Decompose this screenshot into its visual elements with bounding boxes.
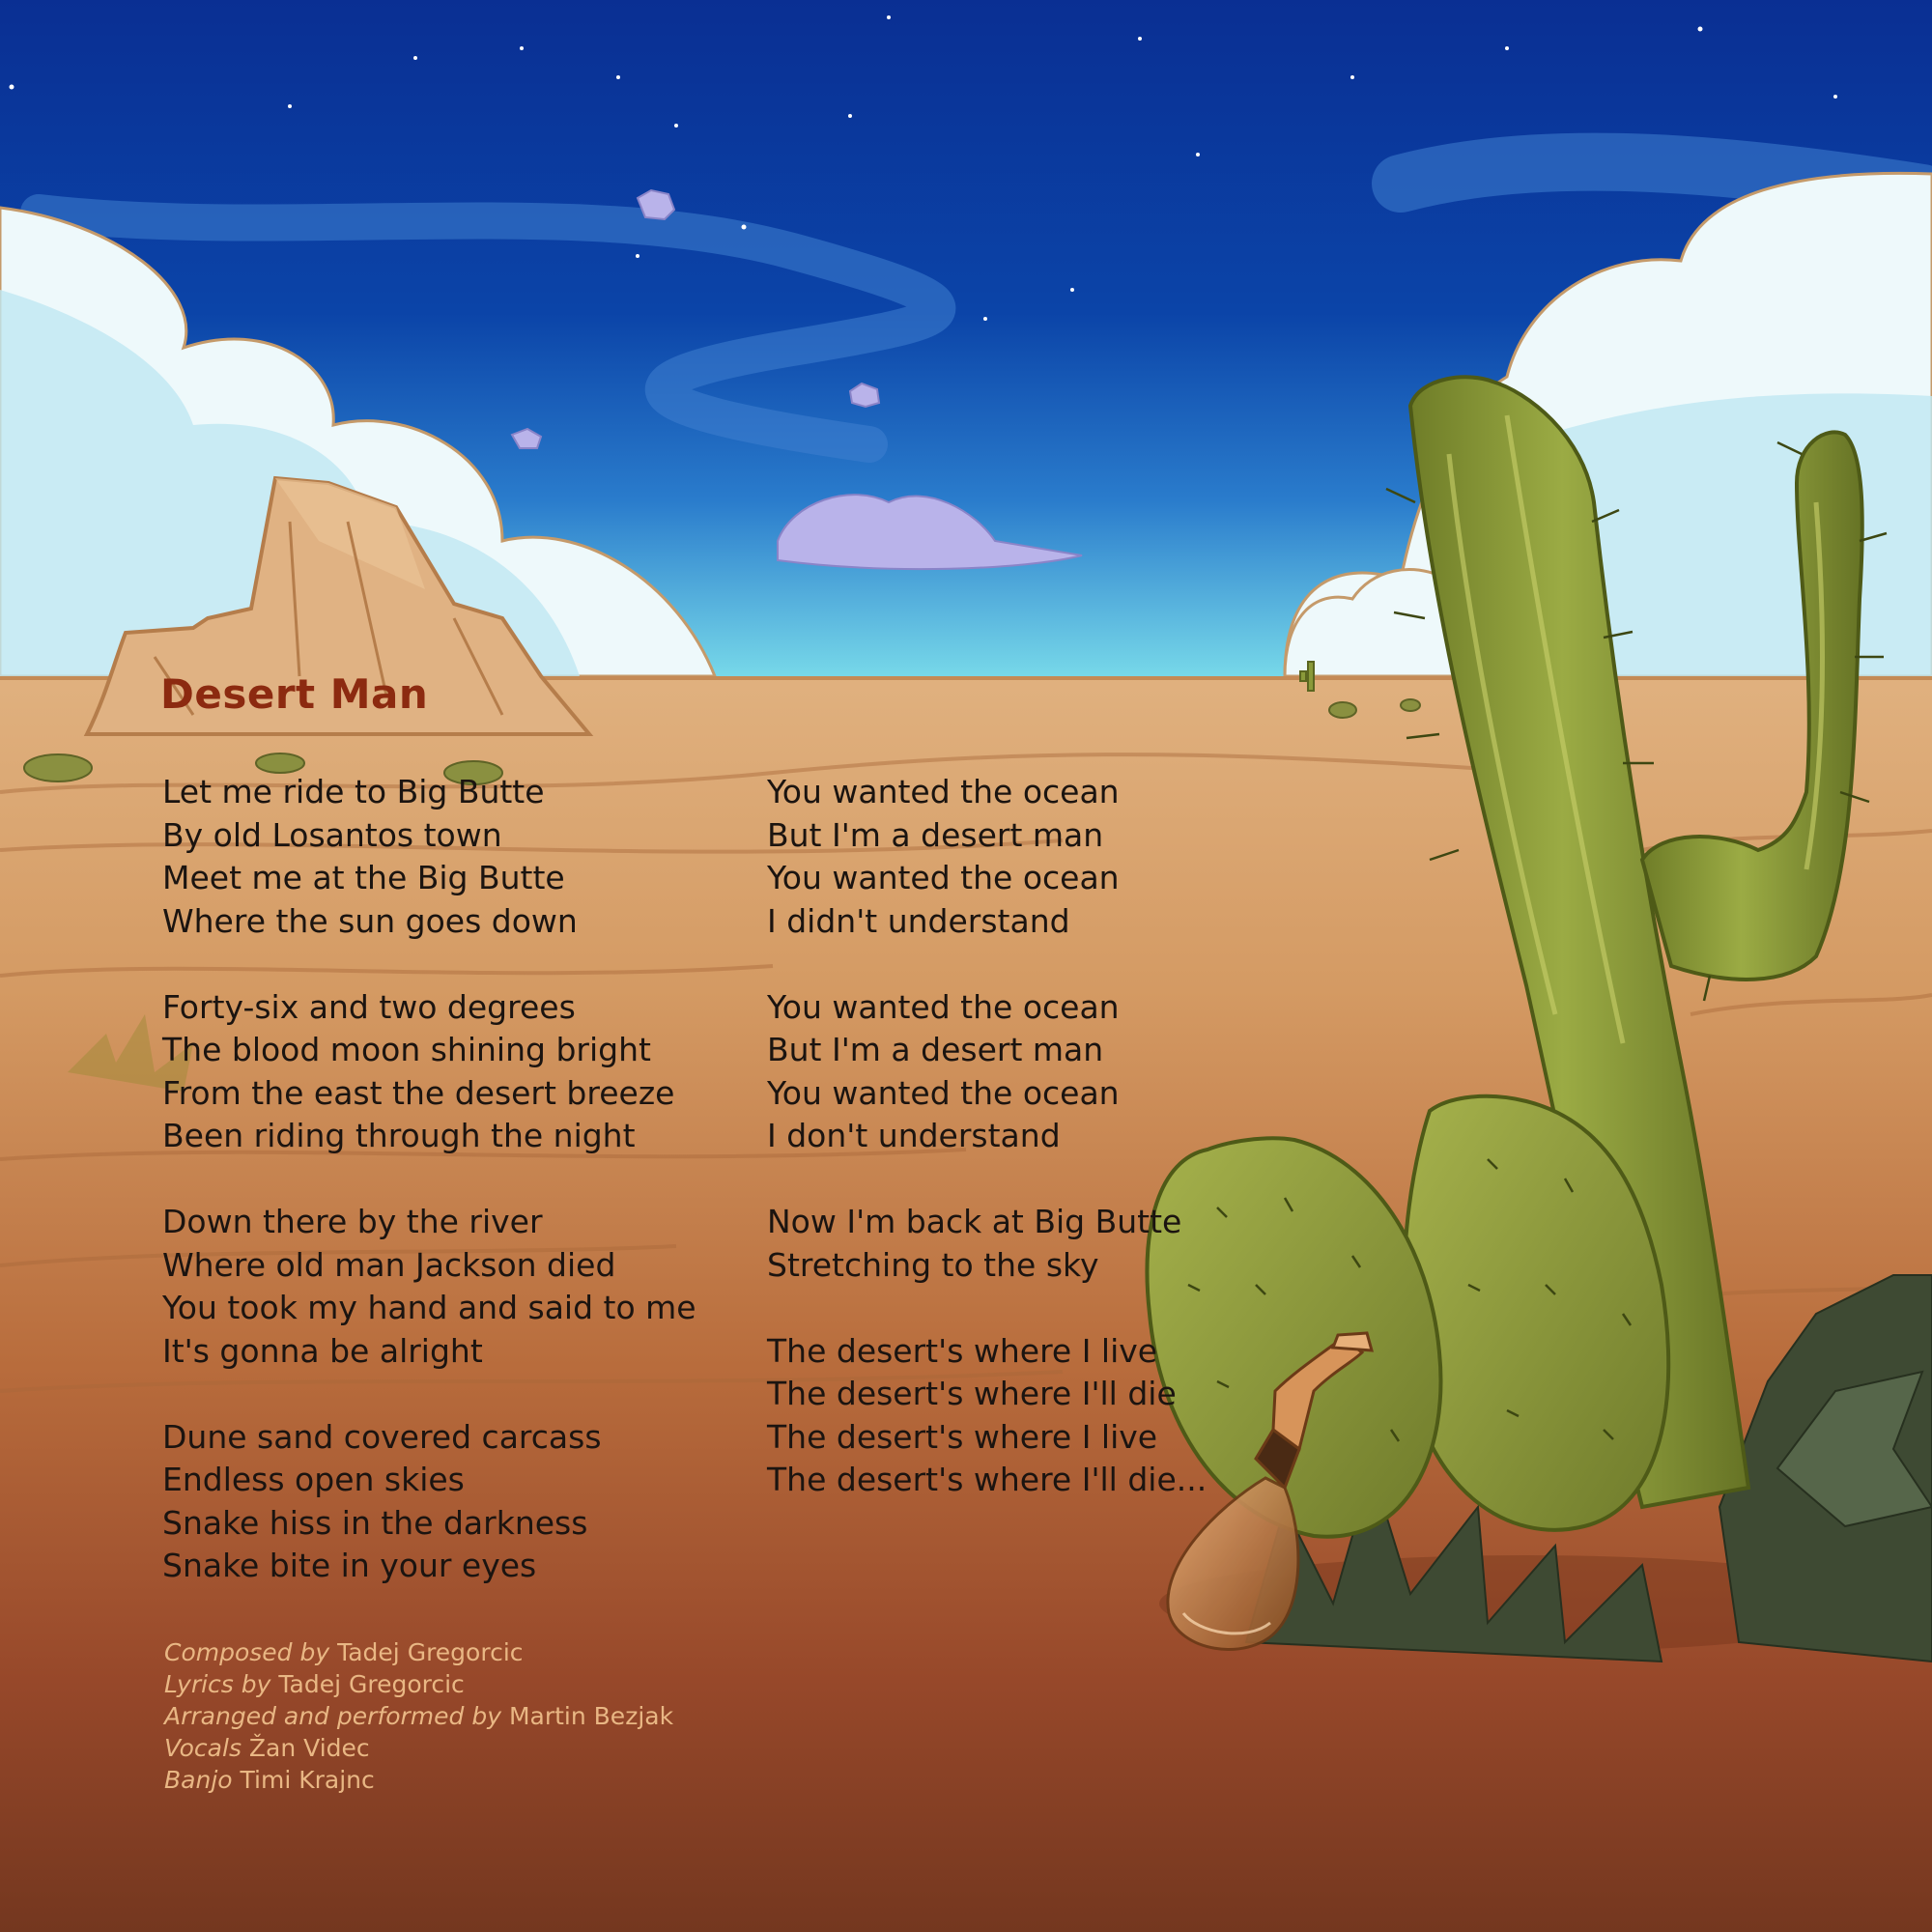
lyric-line: Been riding through the night (162, 1117, 636, 1154)
lyrics-stanza (162, 986, 761, 1158)
credit-role: Vocals (164, 1734, 242, 1762)
lyrics-column-left (162, 771, 761, 1631)
lyric-line: Stretching to the sky (767, 1245, 1099, 1284)
lyrics-stanza (162, 1201, 761, 1373)
lyric-line: It's gonna be alright (162, 1331, 483, 1370)
credit-person: Tadej Gregorcic (278, 1670, 465, 1698)
credit-role: Lyrics by (164, 1670, 271, 1698)
lyric-line: The desert's where I'll die (767, 1375, 1177, 1412)
credit-person: Timi Krajnc (240, 1766, 375, 1794)
lyric-line: Dune sand covered carcass (162, 1417, 602, 1456)
lyric-line: You took my hand and said to me (162, 1289, 696, 1326)
lyrics-stanza (767, 771, 1424, 943)
lyric-line: Forty-six and two degrees (162, 987, 576, 1026)
lyric-line: Where the sun goes down (162, 901, 578, 940)
lyric-line: The desert's where I live (767, 1417, 1158, 1456)
credit-role: Composed by (164, 1638, 330, 1666)
lyric-line: But I'm a desert man (767, 815, 1104, 854)
lyrics-stanza (767, 986, 1424, 1158)
lyric-line: The desert's where I'll die... (767, 1461, 1208, 1498)
credit-banjo (164, 1764, 673, 1796)
credit-role: Banjo (164, 1766, 233, 1794)
song-credits (164, 1636, 673, 1796)
lyric-line: Snake hiss in the darkness (162, 1503, 588, 1542)
lyrics-stanza (767, 1330, 1424, 1502)
lyric-line: Where old man Jackson died (162, 1245, 616, 1284)
lyrics-stanza (162, 771, 761, 943)
lyrics-column-right (767, 771, 1424, 1545)
song-title: Desert Man (160, 670, 429, 718)
lyric-line: Down there by the river (162, 1203, 543, 1240)
lyric-line: The desert's where I live (767, 1331, 1158, 1370)
credit-role: Arranged and performed by (164, 1702, 501, 1730)
lyric-line: I didn't understand (767, 901, 1070, 940)
lyric-line: Now I'm back at Big Butte (767, 1203, 1182, 1240)
lyric-line: Meet me at the Big Butte (162, 859, 565, 896)
lyric-line: Let me ride to Big Butte (162, 773, 545, 810)
credit-vocals (164, 1732, 673, 1764)
credit-person: Martin Bezjak (508, 1702, 674, 1730)
lyric-line: But I'm a desert man (767, 1031, 1104, 1068)
lyric-line: From the east the desert breeze (162, 1073, 675, 1112)
lyric-line: I don't understand (767, 1117, 1061, 1154)
lyric-line: Snake bite in your eyes (162, 1547, 537, 1584)
credit-lyricist (164, 1668, 673, 1700)
lyric-line: Endless open skies (162, 1461, 465, 1498)
lyrics-stanza (767, 1201, 1424, 1287)
credit-arranger (164, 1700, 673, 1732)
credit-person: Tadej Gregorcic (337, 1638, 524, 1666)
lyric-line: You wanted the ocean (767, 773, 1120, 810)
lyric-line: By old Losantos town (162, 815, 502, 854)
lyric-line: The blood moon shining bright (162, 1031, 651, 1068)
lyric-line: You wanted the ocean (767, 1073, 1120, 1112)
lyric-line: You wanted the ocean (767, 987, 1120, 1026)
lyric-line: You wanted the ocean (767, 859, 1120, 896)
credit-person: Žan Videc (248, 1734, 370, 1762)
lyrics-stanza (162, 1416, 761, 1588)
credit-composer (164, 1636, 673, 1668)
